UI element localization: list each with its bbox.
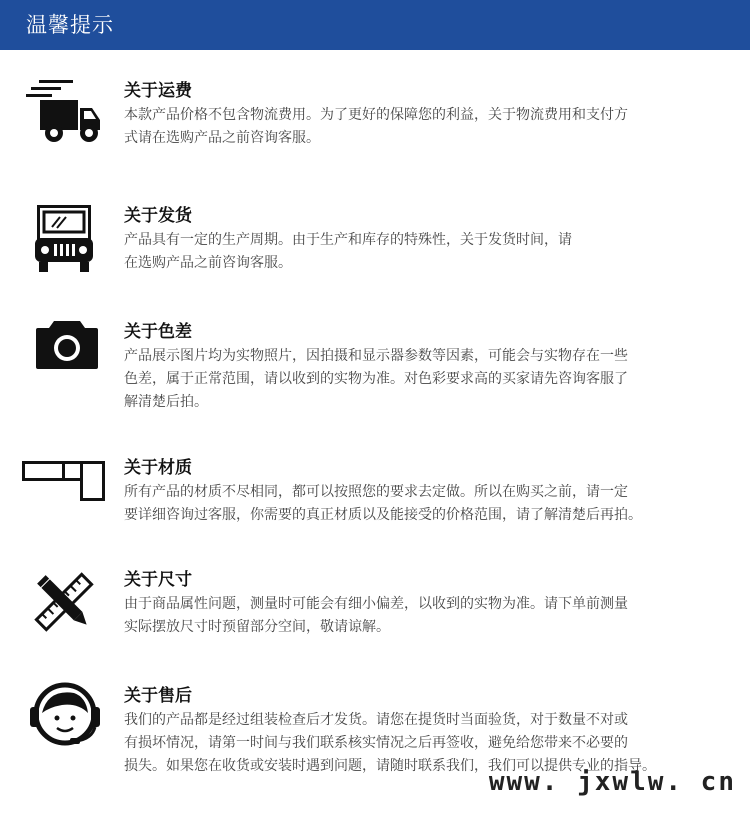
truck-front-icon <box>34 205 94 273</box>
item-title: 关于色差 <box>124 322 192 342</box>
site-watermark: www. jxwlw. cn <box>488 767 736 797</box>
description-line: 在选购产品之前咨询客服。 <box>124 255 292 271</box>
description-line: 损失。如果您在收货或安装时遇到问题，请随时联系我们，我们可以提供专业的指导。 <box>124 758 656 774</box>
description-line: 式请在选购产品之前咨询客服。 <box>124 130 320 146</box>
delivery-truck-icon <box>26 80 104 144</box>
description-line: 有损坏情况，请第一时间与我们联系核实情况之后再签收，避免给您带来不必要的 <box>124 735 628 751</box>
description-line: 我们的产品都是经过组装检查后才发货。请您在提货时当面验货，对于数量不对或 <box>124 712 628 728</box>
item-description <box>124 593 724 639</box>
item-description <box>124 481 724 527</box>
item-title: 关于运费 <box>124 81 192 101</box>
description-line: 要详细咨询过客服，你需要的真正材质以及能接受的价格范围，请了解清楚后再拍。 <box>124 507 642 523</box>
item-description <box>124 104 724 150</box>
description-line: 产品展示图片均为实物照片，因拍摄和显示器参数等因素，可能会与实物存在一些 <box>124 348 628 364</box>
description-line: 实际摆放尺寸时预留部分空间，敬请谅解。 <box>124 619 390 635</box>
item-title: 关于尺寸 <box>124 570 192 590</box>
description-line: 本款产品价格不包含物流费用。为了更好的保障您的利益，关于物流费用和支付方 <box>124 107 628 123</box>
ruler-pencil-icon <box>30 569 98 635</box>
description-line: 色差，属于正常范围，请以收到的实物为准。对色彩要求高的买家请先咨询客服了 <box>124 371 628 387</box>
item-title: 关于售后 <box>124 686 192 706</box>
description-line: 由于商品属性问题，测量时可能会有细小偏差，以收到的实物为准。请下单前测量 <box>124 596 628 612</box>
camera-icon <box>36 321 98 369</box>
description-line: 所有产品的材质不尽相同，都可以按照您的要求去定做。所以在购买之前，请一定 <box>124 484 628 500</box>
customer-service-icon <box>28 677 102 751</box>
item-title: 关于发货 <box>124 206 192 226</box>
header-bar <box>0 0 750 50</box>
item-title: 关于材质 <box>124 458 192 478</box>
item-description <box>124 345 724 414</box>
description-line: 产品具有一定的生产周期。由于生产和库存的特殊性，关于发货时间，请 <box>124 232 572 248</box>
page-title: 温馨提示 <box>26 13 114 37</box>
material-board-icon <box>22 461 106 503</box>
description-line: 解清楚后拍。 <box>124 394 208 410</box>
item-description <box>124 229 724 275</box>
